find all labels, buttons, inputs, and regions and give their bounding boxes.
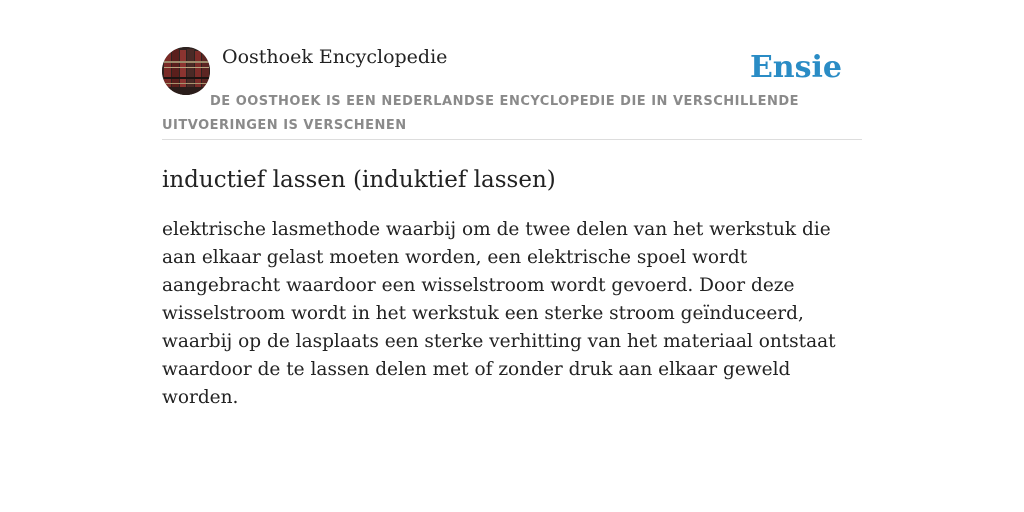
page-container [162,0,862,412]
entry-term: inductief lassen (induktief lassen) [162,167,556,193]
source-title[interactable]: Oosthoek Encyclopedie [222,46,448,68]
entry-definition: elektrische lasmethode waarbij om de twee delen van het werkstuk die aan elkaar gelast moeten worden, een elektrische spoel wordt aangebracht waardoor een wisselstroom wordt gevoerd. Door deze wisselstroom wordt in het werkstuk een sterke stroom geïnduceerd, waarbij op de lasplaats een sterke verhitting van het materiaal ontstaat waardoor de te lassen delen met of zonder druk aan elkaar geweld worden. [162,219,836,408]
book-spines-icon [162,47,210,95]
brand-logo[interactable]: Ensie [749,50,842,85]
source-avatar[interactable] [162,47,210,95]
source-header [162,0,862,140]
source-tagline: DE OOSTHOEK IS EEN NEDERLANDSE ENCYCLOPEDIE DIE IN VERSCHILLENDE UITVOERINGEN IS VERSCHENEN [162,94,800,133]
